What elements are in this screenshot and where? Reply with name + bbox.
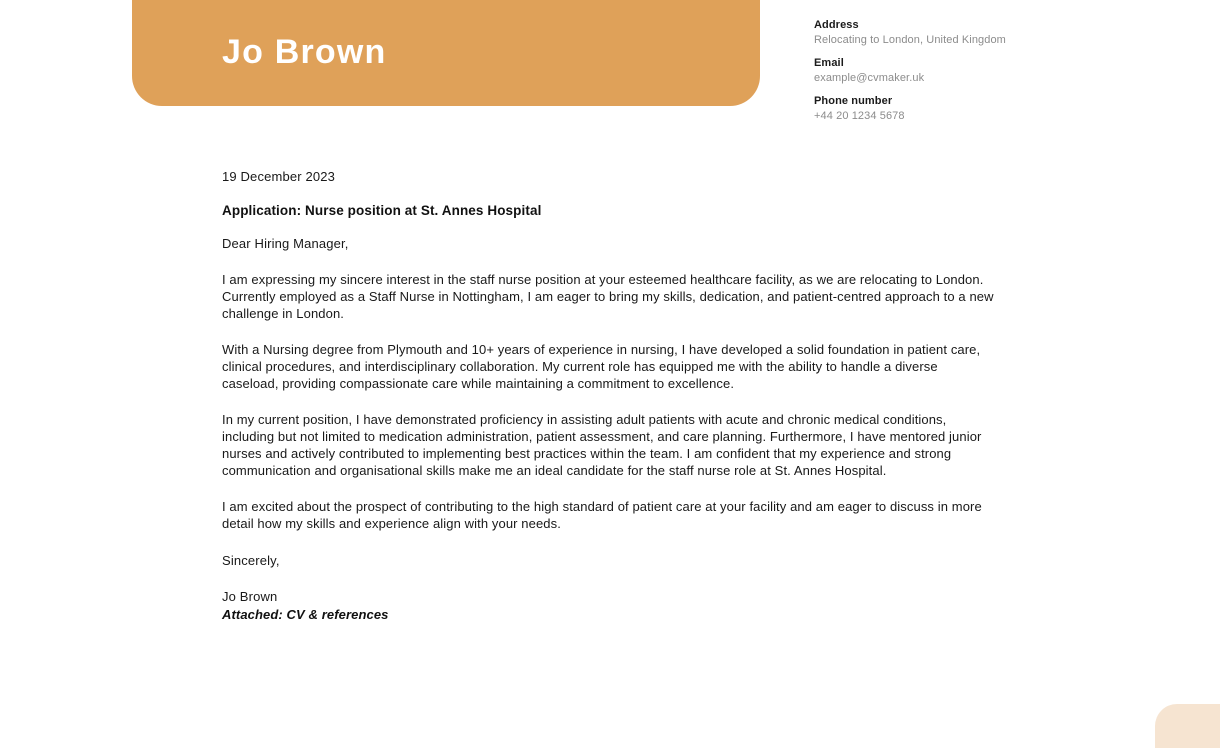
- letter-paragraph-2: With a Nursing degree from Plymouth and 10+ years of experience in nursing, I have developed a solid foundation in patient care, clinical procedures, and interdisciplinary collaboration. My current role has equipped me with the ability to handle a diverse caseload, providing compassionate care while maintaining a commitment to excellence.: [222, 342, 981, 391]
- letter-paragraph-1: I am expressing my sincere interest in the staff nurse position at your esteemed healthcare facility, as we are relocating to London. Currently employed as a Staff Nurse in Nottingham, I am eager to bring my skills, dedication, and patient-centred approach to a new challenge in London.: [222, 272, 994, 321]
- cover-letter-body: [222, 168, 997, 623]
- letter-paragraph-4: I am excited about the prospect of contributing to the high standard of patient care at your facility and am eager to discuss in more detail how my skills and experience align with your needs.: [222, 499, 982, 531]
- contact-details: [814, 18, 1114, 123]
- contact-label-phone: Phone number: [814, 95, 893, 107]
- contact-item-address: [814, 18, 1114, 47]
- contact-item-phone: [814, 94, 1114, 123]
- candidate-name: Jo Brown: [222, 33, 387, 71]
- contact-value-phone: +44 20 1234 5678: [814, 110, 905, 122]
- letter-salutation: Dear Hiring Manager,: [222, 236, 349, 251]
- contact-item-email: [814, 56, 1114, 85]
- contact-value-address: Relocating to London, United Kingdom: [814, 34, 1006, 46]
- letter-paragraph-3: In my current position, I have demonstrated proficiency in assisting adult patients with acute and chronic medical conditions, including but not limited to medication administration, patient assessment, and care planning. Furthermore, I have mentored junior nurses and actively contributed to implementing best practices within the team. I am confident that my experience and strong communication and organisational skills make me an ideal candidate for the staff nurse role at St. Annes Hospital.: [222, 412, 982, 478]
- letter-signature-name: Jo Brown: [222, 589, 278, 604]
- letter-subject-line: Application: Nurse position at St. Annes Hospital: [222, 203, 542, 218]
- contact-value-email: example@cvmaker.uk: [814, 72, 925, 84]
- contact-label-email: Email: [814, 57, 844, 69]
- letter-closing: Sincerely,: [222, 553, 280, 568]
- contact-label-address: Address: [814, 19, 859, 31]
- letter-attachment-note: Attached: CV & references: [222, 607, 389, 622]
- letter-date: 19 December 2023: [222, 169, 335, 184]
- header-banner: [132, 0, 760, 106]
- corner-accent-shape: [1155, 704, 1220, 748]
